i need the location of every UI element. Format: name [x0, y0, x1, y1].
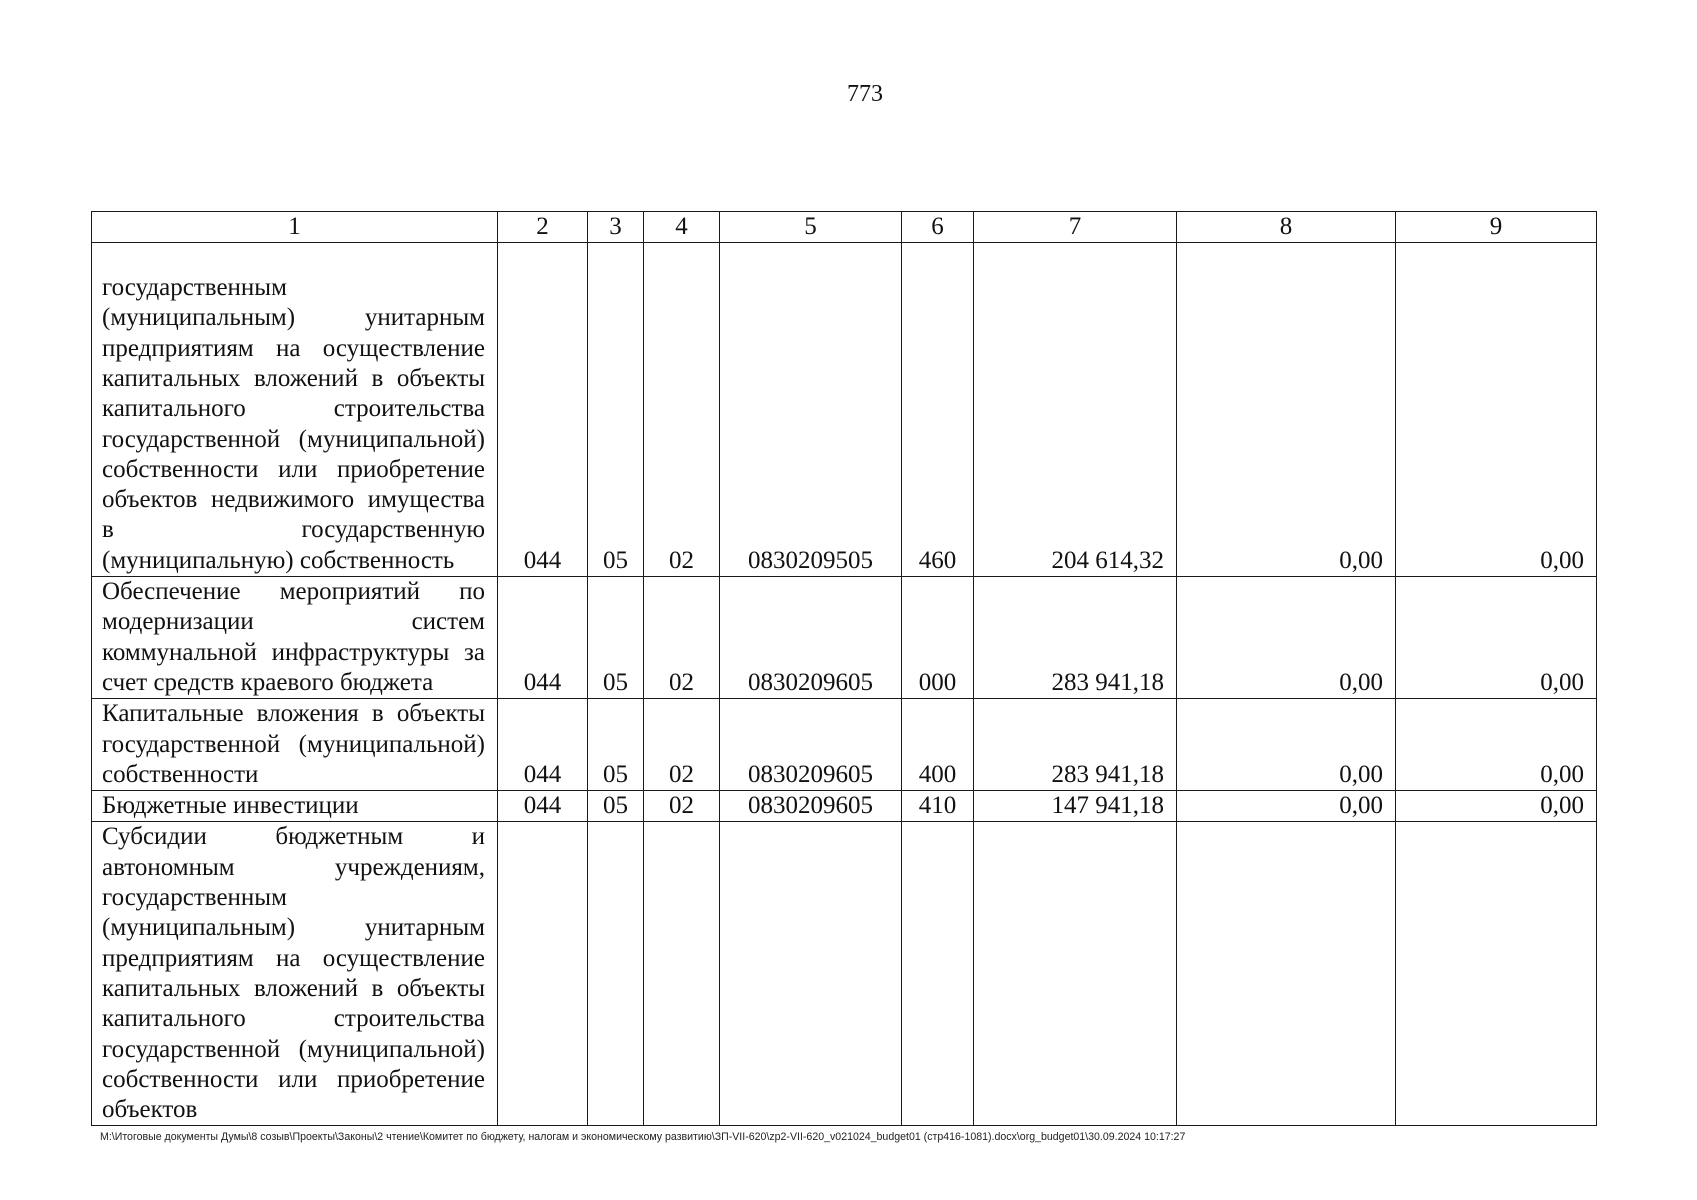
row-cell-col8: 0,00	[1177, 577, 1396, 699]
row-cell-col3: 05	[588, 577, 644, 699]
row-cell-col4: 02	[644, 699, 720, 791]
header-cell-4: 4	[644, 212, 720, 243]
row-description: Обеспечение мероприятий по модернизации систем коммунальной инфраструктуры за счет средств краевого бюджета	[92, 577, 498, 699]
header-cell-3: 3	[588, 212, 644, 243]
table-row	[92, 243, 1597, 577]
row-description: Капитальные вложения в объекты государственной (муниципальной) собственности	[92, 699, 498, 791]
row-cell-col8: 0,00	[1177, 791, 1396, 822]
row-cell-col4: 02	[644, 577, 720, 699]
header-cell-2: 2	[498, 212, 588, 243]
row-cell-col5	[720, 822, 902, 1126]
row-cell-col7: 204 614,32	[974, 243, 1177, 577]
table-row	[92, 699, 1597, 791]
row-description: Субсидии бюджетным и автономным учреждениям, государственным (муниципальным) унитарным предприятиям на осуществление капитальных вложений в объекты капитального строительства государственной (муниципальной) собственности или приобретение объектов	[92, 822, 498, 1126]
row-cell-col9: 0,00	[1396, 577, 1597, 699]
row-cell-col7: 283 941,18	[974, 699, 1177, 791]
table-row	[92, 577, 1597, 699]
row-cell-col2	[498, 822, 588, 1126]
row-cell-col2: 044	[498, 791, 588, 822]
row-description: государственным (муниципальным) унитарным предприятиям на осуществление капитальных вложений в объекты капитального строительства государственной (муниципальной) собственности или приобретение объектов недвижимого имущества в государственную (муниципальную) собственность	[92, 243, 498, 577]
header-cell-1: 1	[92, 212, 498, 243]
row-cell-col2: 044	[498, 699, 588, 791]
row-cell-col3: 05	[588, 243, 644, 577]
row-cell-col6: 460	[902, 243, 974, 577]
row-cell-col2: 044	[498, 577, 588, 699]
row-cell-col4: 02	[644, 791, 720, 822]
row-cell-col5: 0830209605	[720, 791, 902, 822]
row-cell-col3	[588, 822, 644, 1126]
row-cell-col8: 0,00	[1177, 243, 1396, 577]
header-cell-8: 8	[1177, 212, 1396, 243]
table-row	[92, 822, 1597, 1126]
row-cell-col9	[1396, 822, 1597, 1126]
row-cell-col9: 0,00	[1396, 791, 1597, 822]
row-cell-col2: 044	[498, 243, 588, 577]
row-cell-col6: 400	[902, 699, 974, 791]
row-cell-col3: 05	[588, 791, 644, 822]
row-cell-col8	[1177, 822, 1396, 1126]
header-cell-6: 6	[902, 212, 974, 243]
page-number: 773	[847, 81, 883, 107]
row-cell-col3: 05	[588, 699, 644, 791]
row-cell-col7: 283 941,18	[974, 577, 1177, 699]
row-cell-col9: 0,00	[1396, 243, 1597, 577]
row-cell-col6: 000	[902, 577, 974, 699]
row-cell-col6: 410	[902, 791, 974, 822]
row-cell-col6	[902, 822, 974, 1126]
row-cell-col9: 0,00	[1396, 699, 1597, 791]
header-cell-5: 5	[720, 212, 902, 243]
footer-file-path: M:\Итоговые документы Думы\8 созыв\Проекты\Законы\2 чтение\Комитет по бюджету, налогам и экономическому развитию\ЗП-VII-620\zp2-VII-620_v021024_budget01 (стр416-1081).docx\org_budget01\30.09.2024 10:17:27	[100, 1131, 1186, 1143]
row-cell-col4	[644, 822, 720, 1126]
header-cell-7: 7	[974, 212, 1177, 243]
table-row	[92, 791, 1597, 822]
row-cell-col8: 0,00	[1177, 699, 1396, 791]
row-cell-col5: 0830209505	[720, 243, 902, 577]
budget-table	[91, 211, 1597, 1126]
row-cell-col5: 0830209605	[720, 577, 902, 699]
header-cell-9: 9	[1396, 212, 1597, 243]
table-header-row	[92, 212, 1597, 243]
row-cell-col4: 02	[644, 243, 720, 577]
row-cell-col7: 147 941,18	[974, 791, 1177, 822]
row-cell-col7	[974, 822, 1177, 1126]
row-description: Бюджетные инвестиции	[92, 791, 498, 822]
row-cell-col5: 0830209605	[720, 699, 902, 791]
